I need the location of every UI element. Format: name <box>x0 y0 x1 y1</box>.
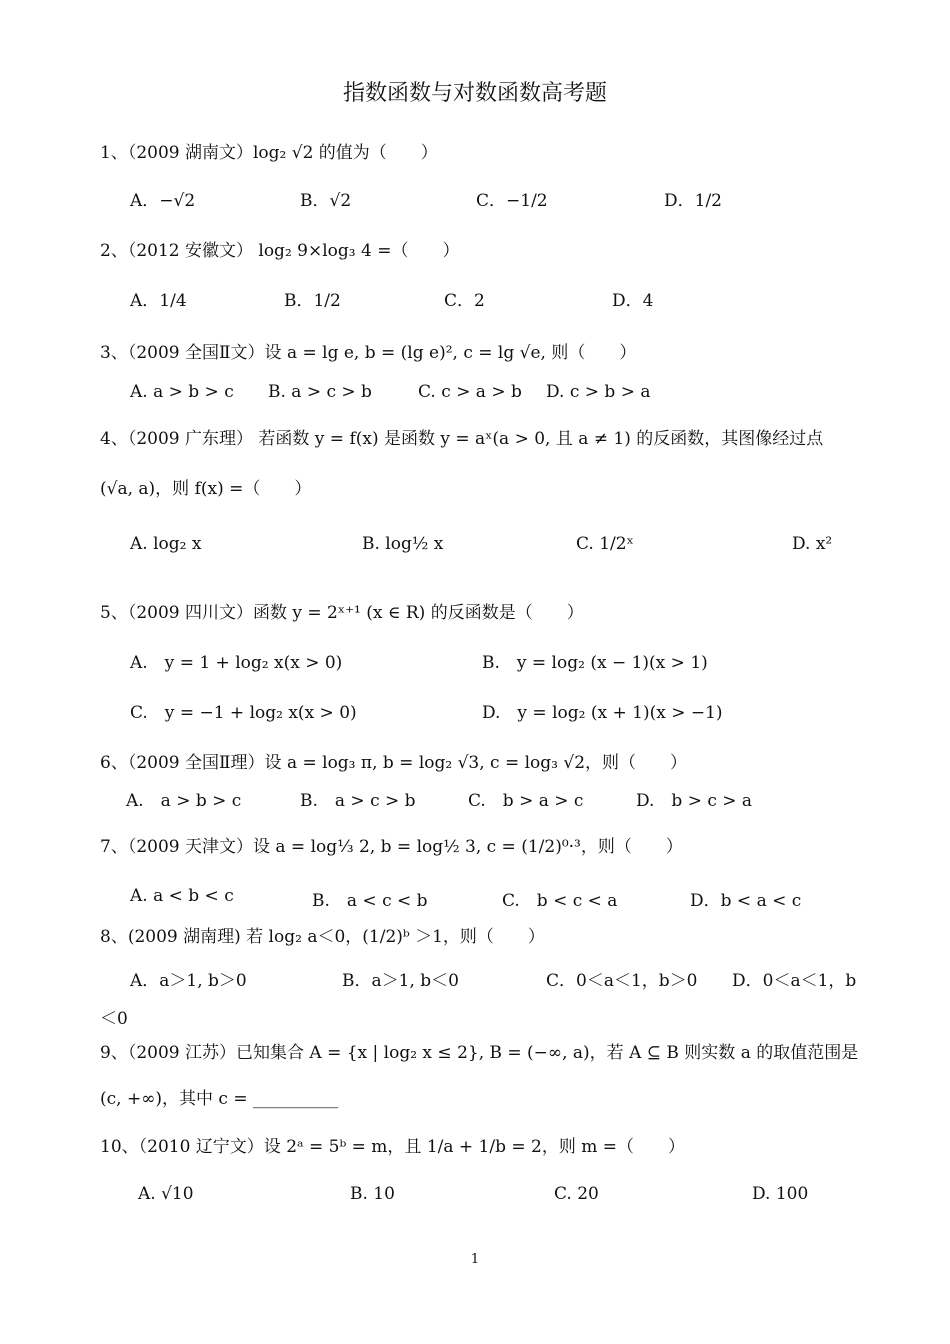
option-c: C. c > a > b <box>418 382 522 402</box>
option-c: C．2 <box>444 291 485 311</box>
option-c: C. 1/2ˣ <box>576 534 634 554</box>
option-a: A. a < b < c <box>130 886 234 906</box>
page-number: 1 <box>470 1252 480 1267</box>
question-3-options <box>0 382 950 422</box>
option-d: D. 100 <box>752 1184 809 1204</box>
question-6-options <box>0 786 950 826</box>
option-d: D. c > b > a <box>546 382 651 402</box>
option-a: A．a＞1, b＞0 <box>130 971 247 991</box>
option-d: D. b > c > a <box>636 791 753 811</box>
question-4-options <box>0 534 950 574</box>
question-1-stem: 1、（2009 湖南文）log₂ √2 的值为（ ） <box>100 143 438 163</box>
option-b: B．1/2 <box>284 291 341 311</box>
option-d: D．4 <box>612 291 654 311</box>
question-5-options-row-2 <box>0 698 950 738</box>
option-d: D. y = log₂ (x + 1)(x > −1) <box>482 703 723 723</box>
question-9-stem-line-1: 9、（2009 江苏）已知集合 A = {x | log₂ x ≤ 2}, B = (−∞, a)，若 A ⊆ B 则实数 a 的取值范围是 <box>100 1043 859 1063</box>
question-10-stem: 10、（2010 辽宁文）设 2ᵃ = 5ᵇ = m，且 1/a + 1/b = 2，则 m =（ ） <box>100 1137 686 1157</box>
question-9-stem-line-2: (c, +∞)，其中 c = __________ <box>100 1089 338 1109</box>
option-b: B. log½ x <box>362 534 444 554</box>
option-d: D．b < a < c <box>690 891 802 911</box>
option-a: A. a > b > c <box>126 791 242 811</box>
question-5-options-row-1 <box>0 648 950 688</box>
option-c: C. b > a > c <box>468 791 584 811</box>
option-b: B. a < c < b <box>312 891 428 911</box>
option-d: D．0＜a＜1，b <box>732 971 857 991</box>
option-b: B. y = log₂ (x − 1)(x > 1) <box>482 653 708 673</box>
option-b: B. a > c > b <box>268 382 372 402</box>
question-2-stem: 2、（2012 安徽文） log₂ 9×log₃ 4 =（ ） <box>100 241 460 261</box>
option-a: A. y = 1 + log₂ x(x > 0) <box>130 653 343 673</box>
option-d: D. x² <box>792 534 833 554</box>
option-b: B．√2 <box>300 191 352 211</box>
option-a: A. √10 <box>138 1184 194 1204</box>
option-b: B. 10 <box>350 1184 395 1204</box>
option-c: C. b < c < a <box>502 891 618 911</box>
page-title: 指数函数与对数函数高考题 <box>342 81 607 106</box>
option-d: D．1/2 <box>664 191 722 211</box>
question-4-stem-line-2: (√a, a)，则 f(x) =（ ） <box>100 479 312 499</box>
option-c: C．0＜a＜1，b＞0 <box>546 971 698 991</box>
question-8-option-d-continued: ＜0 <box>100 1009 128 1029</box>
option-c: C. 20 <box>554 1184 599 1204</box>
option-b: B. a > c > b <box>300 791 416 811</box>
option-c: C．−1/2 <box>476 191 548 211</box>
question-4-stem-line-1: 4、（2009 广东理） 若函数 y = f(x) 是函数 y = aˣ(a > 0, 且 a ≠ 1) 的反函数，其图像经过点 <box>100 429 824 449</box>
question-7-stem: 7、（2009 天津文）设 a = log⅓ 2, b = log½ 3, c = (1/2)⁰·³，则（ ） <box>100 837 683 857</box>
question-3-stem: 3、（2009 全国Ⅱ文）设 a = lg e, b = (lg e)², c = lg √e, 则（ ） <box>100 343 637 363</box>
question-2-options <box>0 286 950 326</box>
question-5-stem: 5、（2009 四川文）函数 y = 2ˣ⁺¹ (x ∈ R) 的反函数是（ ） <box>100 603 584 623</box>
question-8-options <box>0 966 950 1006</box>
option-a: A．1/4 <box>130 291 187 311</box>
question-1-options <box>0 186 950 226</box>
option-c: C. y = −1 + log₂ x(x > 0) <box>130 703 357 723</box>
question-7-options <box>0 886 950 926</box>
option-a: A. log₂ x <box>130 534 202 554</box>
question-10-options <box>0 1184 950 1224</box>
question-8-stem: 8、(2009 湖南理) 若 log₂ a＜0，(1/2)ᵇ ＞1，则（ ） <box>100 927 545 947</box>
option-a: A．−√2 <box>130 191 196 211</box>
option-b: B．a＞1, b＜0 <box>342 971 459 991</box>
question-6-stem: 6、（2009 全国Ⅱ理）设 a = log₃ π, b = log₂ √3, c = log₃ √2，则（ ） <box>100 753 688 773</box>
option-a: A. a > b > c <box>130 382 234 402</box>
